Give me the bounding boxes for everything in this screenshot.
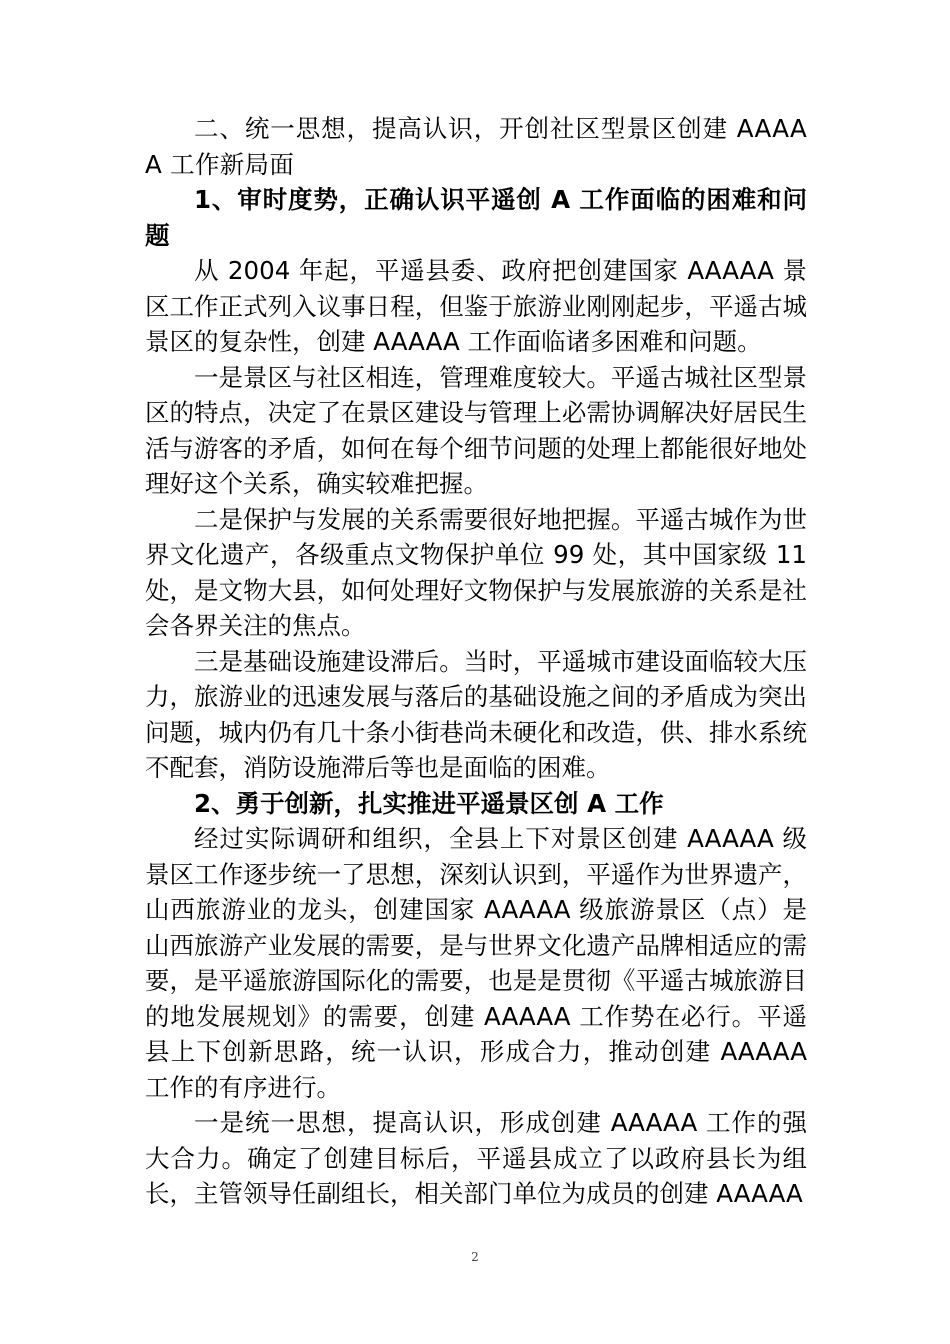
document-body	[145, 111, 807, 1212]
paragraph: 一是景区与社区相连，管理难度较大。平遥古城社区型景区的特点，决定了在景区建设与管理上必需协调解决好居民生活与游客的矛盾，如何在每个细节问题的处理上都能很好地处理好这个关系，确实较难把握。	[145, 362, 807, 498]
page-number: 2	[471, 1250, 479, 1264]
paragraph: 一是统一思想，提高认识，形成创建 AAAAA 工作的强大合力。确定了创建目标后，平遥县成立了以政府县长为组长，主管领导任副组长，相关部门单位为成员的创建 AAAAA	[145, 1108, 807, 1208]
subheading-2: 2、勇于创新，扎实推进平遥景区创 A 工作	[194, 788, 664, 818]
paragraph: 三是基础设施建设滞后。当时，平遥城市建设面临较大压力，旅游业的迅速发展与落后的基础设施之间的矛盾成为突出问题，城内仍有几十条小街巷尚未硬化和改造，供、排水系统不配套，消防设施滞后等也是面临的困难。	[145, 646, 807, 782]
paragraph: 从 2004 年起，平遥县委、政府把创建国家 AAAAA 景区工作正式列入议事日程，但鉴于旅游业刚刚起步，平遥古城景区的复杂性，创建 AAAAA 工作面临诸多困难和问题。	[145, 256, 807, 356]
subheading-1: 1、审时度势，正确认识平遥创 A 工作面临的困难和问题	[145, 185, 807, 250]
paragraph: 经过实际调研和组织，全县上下对景区创建 AAAAA 级景区工作逐步统一了思想，深刻认识到，平遥作为世界遗产，山西旅游业的龙头，创建国家 AAAAA 级旅游景区（点）是山西旅游产业发展的需要，是与世界文化遗产品牌相适应的需要，是平遥旅游国际化的需要，也是是贯彻《平遥古城旅游目的地发展规划》的需要，创建 AAAAA 工作势在必行。平遥县上下创新思路，统一认识，形成合力，推动创建 AAAAA 工作的有序进行。	[145, 824, 807, 1102]
paragraph: 二是保护与发展的关系需要很好地把握。平遥古城作为世界文化遗产，各级重点文物保护单位 99 处，其中国家级 11 处，是文物大县，如何处理好文物保护与发展旅游的关系是社会各界关注的焦点。	[145, 504, 807, 640]
section-heading: 二、统一思想，提高认识，开创社区型景区创建 AAAAA 工作新局面	[145, 114, 807, 179]
